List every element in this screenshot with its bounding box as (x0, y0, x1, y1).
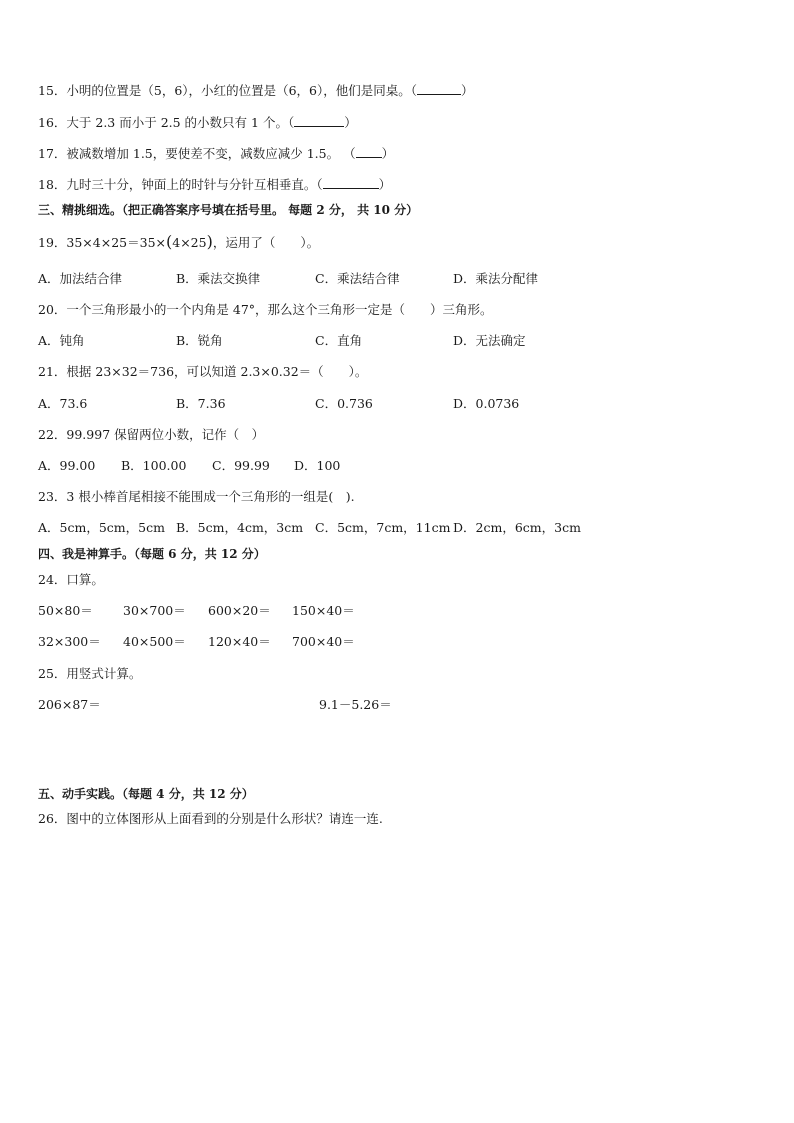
option-d[interactable]: D．无法确定 (453, 333, 526, 348)
oral-calc-item: 120×40＝ (208, 634, 271, 649)
option-d[interactable]: D．2cm，6cm，3cm (453, 520, 581, 535)
question-text: 3 根小棒首尾相接不能围成一个三角形的一组是( ). (66, 489, 355, 504)
question-text: 口算。 (66, 572, 104, 587)
question-19 (38, 234, 319, 251)
question-number: 17． (38, 146, 67, 161)
option-d[interactable]: D．100 (294, 458, 341, 473)
question-number: 22． (38, 427, 67, 442)
question-text: 九时三十分，钟面上的时针与分针互相垂直。（ (66, 177, 323, 192)
math-expression: 35×4×25＝35× (66, 235, 166, 250)
option-c[interactable]: C．直角 (315, 333, 363, 348)
question-text: 根据 23×32＝736，可以知道 2.3×0.32＝（ ）。 (66, 364, 368, 379)
option-a[interactable]: A．加法结合律 (38, 271, 123, 286)
oral-calc-item: 30×700＝ (123, 603, 186, 618)
left-paren: ( (166, 232, 173, 251)
oral-calc-item: 600×20＝ (208, 603, 271, 618)
question-number: 23． (38, 489, 67, 504)
question-21 (38, 364, 367, 380)
question-text: 大于 2.3 而小于 2.5 的小数只有 1 个。（ (66, 115, 295, 130)
closing-paren: ） (378, 177, 392, 192)
question-number: 20． (38, 302, 67, 317)
vertical-calc-item: 9.1－5.26＝ (319, 697, 392, 712)
question-26 (38, 811, 383, 827)
answer-blank[interactable] (356, 146, 382, 158)
closing-paren: ） (344, 115, 357, 130)
option-c[interactable]: C．5cm，7cm，11cm (315, 520, 451, 535)
oral-calc-item: 150×40＝ (292, 603, 355, 618)
vertical-calc-item: 206×87＝ (38, 697, 101, 712)
option-c[interactable]: C．乘法结合律 (315, 271, 400, 286)
question-number: 18． (38, 177, 67, 192)
option-a[interactable]: A．99.00 (38, 458, 96, 473)
question-20 (38, 302, 493, 318)
math-expression-inner: 4×25 (172, 235, 207, 250)
question-18 (38, 177, 391, 193)
question-25 (38, 666, 141, 682)
section-three-heading: 三、精挑细选。（把正确答案序号填在括号里。 每题 2 分， 共 10 分） (38, 203, 419, 217)
option-c[interactable]: C．0.736 (315, 396, 373, 411)
question-number: 24． (38, 572, 67, 587)
section-four-heading: 四、我是神算手。（每题 6 分，共 12 分） (38, 547, 266, 561)
question-24 (38, 572, 104, 588)
closing-paren: ） (460, 83, 474, 98)
right-paren: ) (206, 232, 213, 251)
answer-blank[interactable] (294, 115, 344, 127)
question-number: 16． (38, 115, 67, 130)
answer-blank[interactable] (323, 177, 379, 189)
oral-calc-item: 32×300＝ (38, 634, 101, 649)
question-16 (38, 115, 357, 131)
question-22 (38, 427, 264, 443)
oral-calc-item: 700×40＝ (292, 634, 355, 649)
option-b[interactable]: B．100.00 (121, 458, 187, 473)
option-a[interactable]: A．73.6 (38, 396, 88, 411)
answer-blank[interactable] (417, 83, 461, 95)
question-number: 19． (38, 235, 67, 250)
question-23 (38, 489, 355, 505)
option-d[interactable]: D．0.0736 (453, 396, 520, 411)
option-a[interactable]: A．钝角 (38, 333, 85, 348)
question-number: 26． (38, 811, 67, 826)
option-b[interactable]: B．7.36 (176, 396, 226, 411)
section-five-heading: 五、动手实践。（每题 4 分，共 12 分） (38, 787, 254, 801)
oral-calc-item: 50×80＝ (38, 603, 93, 618)
question-text: ，运用了（ ）。 (212, 235, 320, 250)
question-number: 15． (38, 83, 67, 98)
question-text: 用竖式计算。 (66, 666, 142, 681)
question-15 (38, 83, 474, 99)
question-text: 小明的位置是（5，6），小红的位置是（6，6），他们是同桌。（ (66, 83, 417, 98)
question-text: 99.997 保留两位小数，记作（ ） (66, 427, 265, 442)
closing-paren: ） (381, 146, 395, 161)
question-text: 被减数增加 1.5，要使差不变，减数应减少 1.5。 （ (66, 146, 356, 161)
oral-calc-item: 40×500＝ (123, 634, 186, 649)
question-number: 21． (38, 364, 67, 379)
option-b[interactable]: B．5cm，4cm，3cm (176, 520, 304, 535)
question-text: 图中的立体图形从上面看到的分别是什么形状？请连一连. (66, 811, 383, 826)
option-c[interactable]: C．99.99 (212, 458, 270, 473)
question-number: 25． (38, 666, 67, 681)
option-b[interactable]: B．锐角 (176, 333, 223, 348)
question-text: 一个三角形最小的一个内角是 47°，那么这个三角形一定是（ ）三角形。 (66, 302, 493, 317)
option-d[interactable]: D．乘法分配律 (453, 271, 539, 286)
question-17 (38, 146, 394, 162)
option-b[interactable]: B．乘法交换律 (176, 271, 261, 286)
option-a[interactable]: A．5cm，5cm，5cm (38, 520, 165, 535)
